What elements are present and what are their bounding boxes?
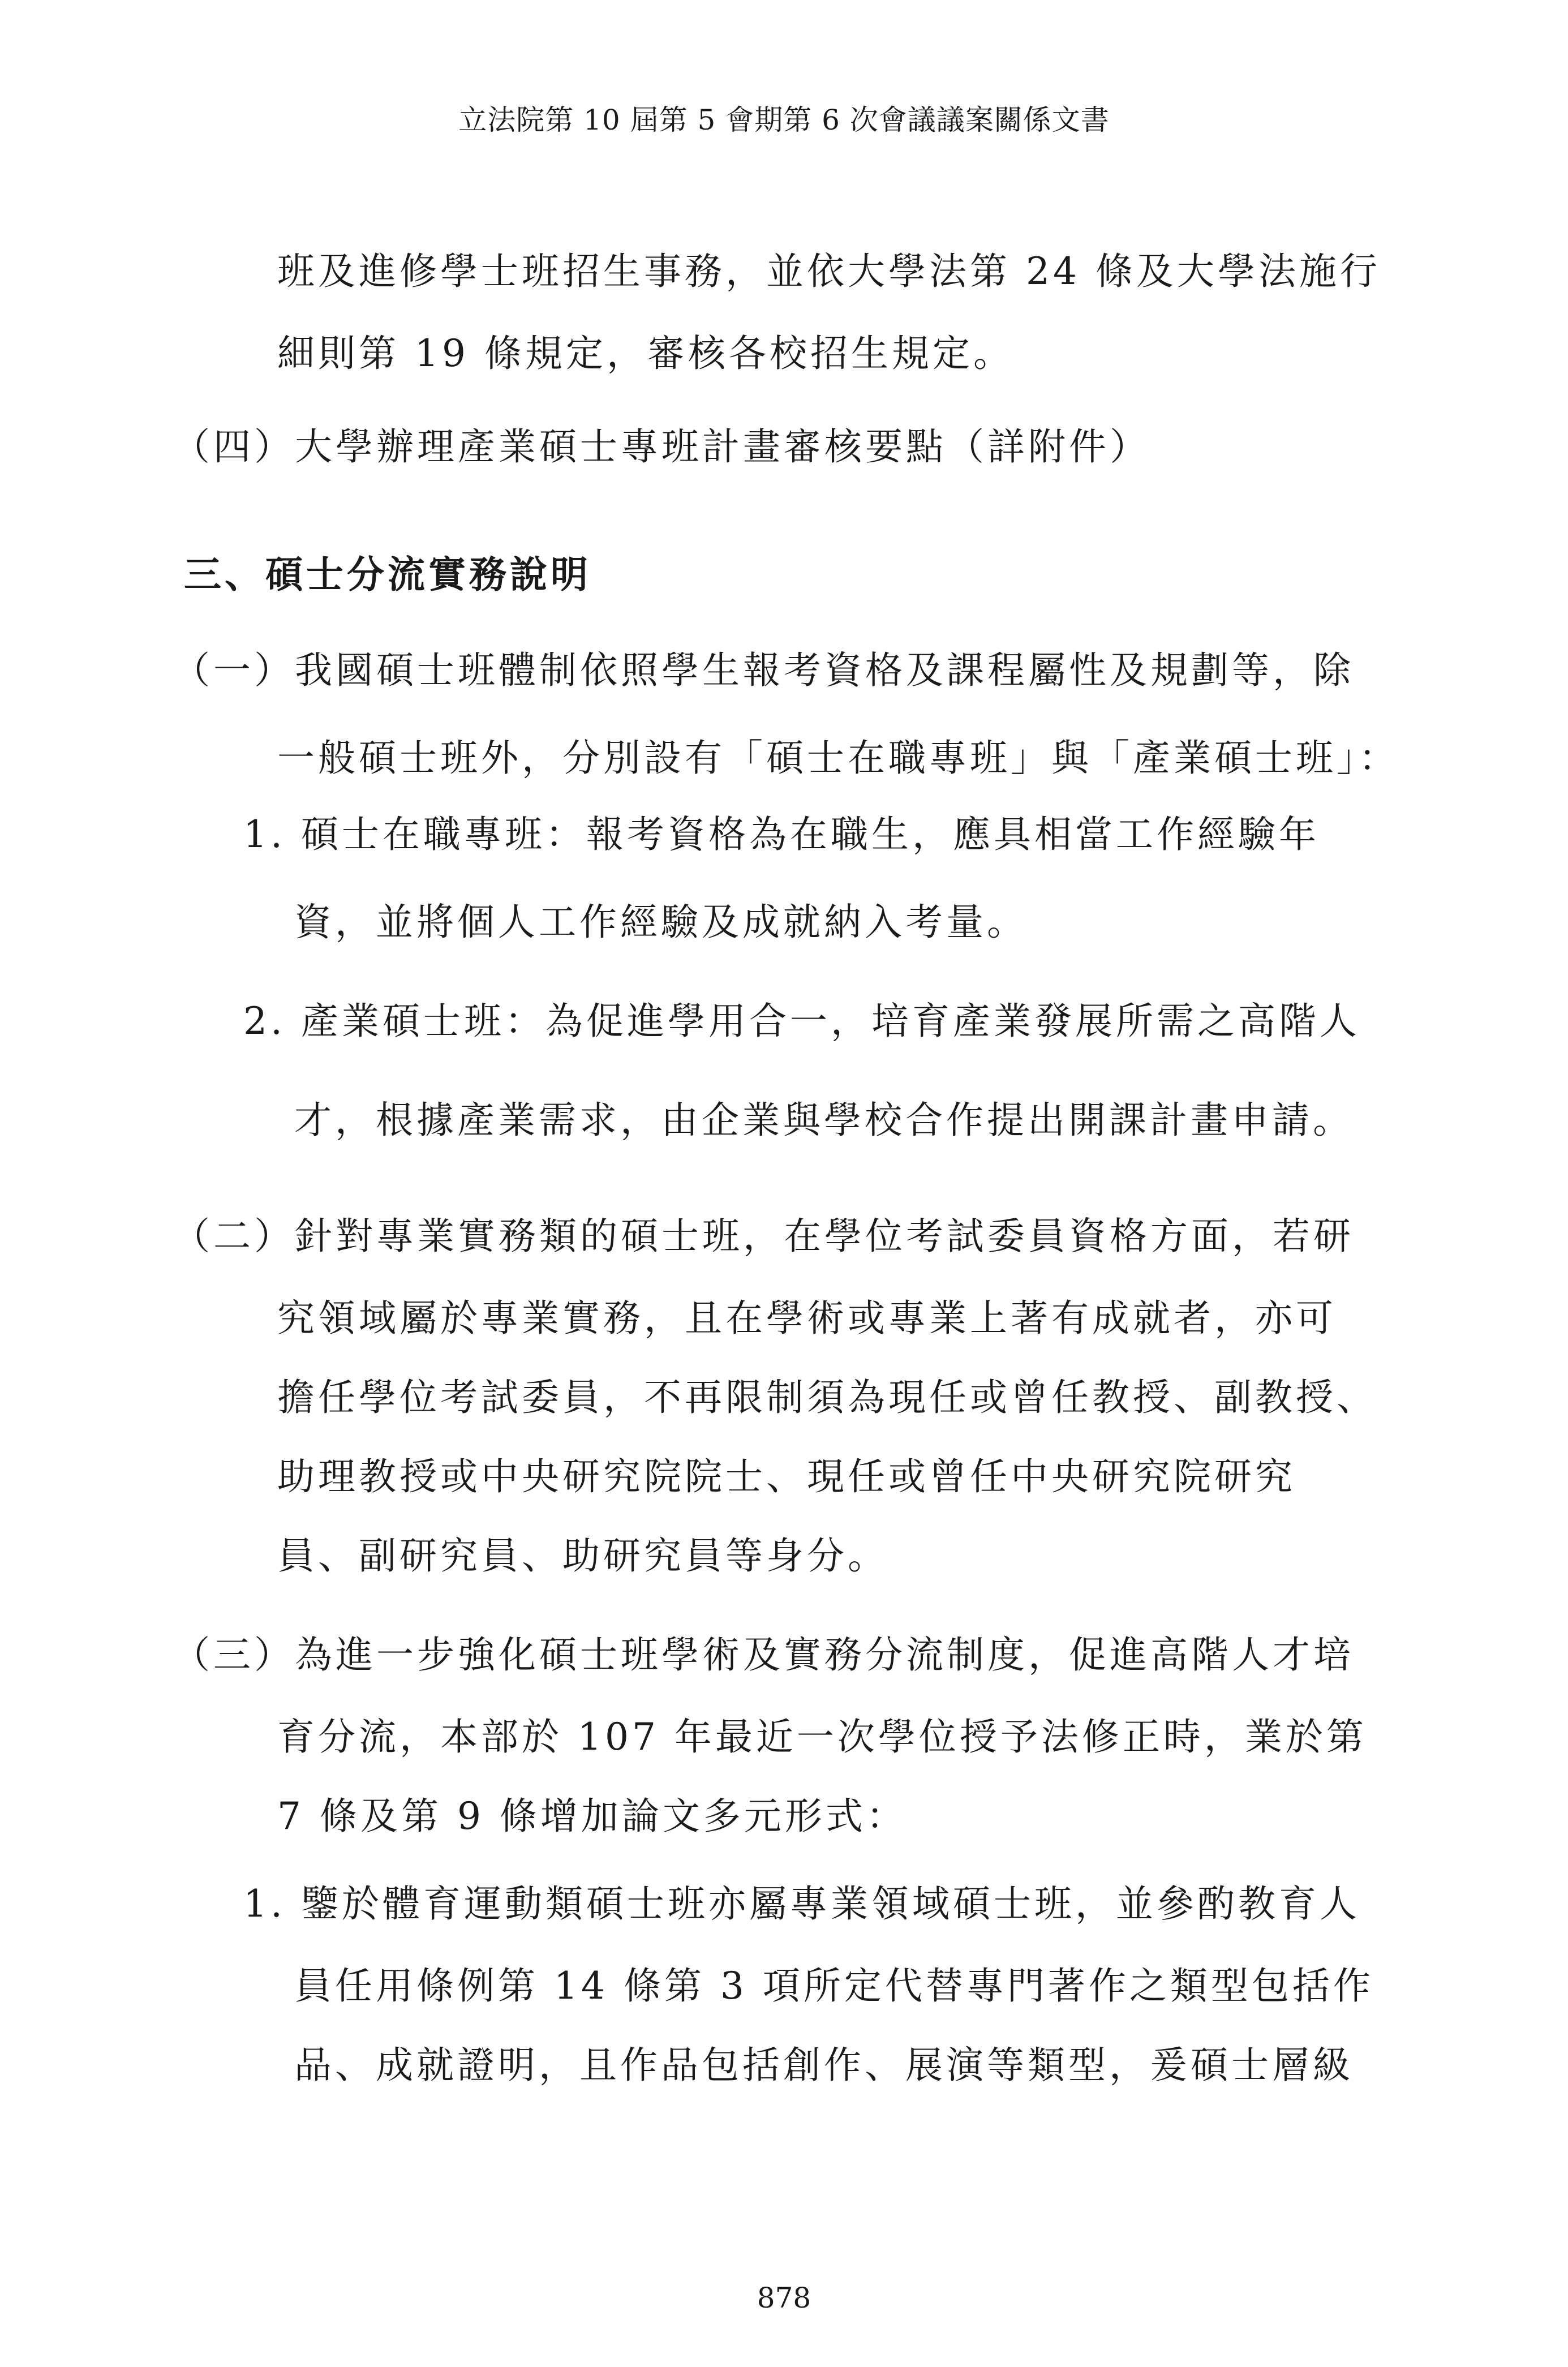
page-number: 878 [757,2282,811,2314]
body-line: 才，根據產業需求，由企業與學校合作提出開課計畫申請。 [294,1098,1354,1142]
body-line: 細則第 19 條規定，審核各校招生規定。 [277,332,1014,375]
sub-item-2: 2. 產業碩士班：為促進學用合一，培育產業發展所需之高階人 [243,999,1360,1043]
body-line: 育分流，本部於 107 年最近一次學位授予法修正時，業於第 [277,1715,1367,1759]
body-line: 資，並將個人工作經驗及成就納入考量。 [294,900,1028,944]
sub-item-1: 1. 碩士在職專班：報考資格為在職生，應具相當工作經驗年 [243,813,1320,856]
body-line: 員、副研究員、助研究員等身分。 [277,1534,888,1578]
body-line: 擔任學位考試委員，不再限制須為現任或曾任教授、副教授、 [277,1376,1377,1419]
body-line: 品、成就證明，且作品包括創作、展演等類型，爰碩士層級 [294,2043,1354,2087]
page-header: 立法院第 10 屆第 5 會期第 6 次會議議案關係文書 [458,104,1110,136]
body-line: 助理教授或中央研究院院士、現任或曾任中央研究院研究 [277,1455,1296,1498]
body-line: 班及進修學士班招生事務，並依大學法第 24 條及大學法施行 [277,250,1381,293]
section-item-3: （三）為進一步強化碩士班學術及實務分流制度，促進高階人才培 [173,1633,1354,1677]
section-item-1: （一）我國碩士班體制依照學生報考資格及課程屬性及規劃等，除 [173,648,1354,692]
section-heading: 三、碩士分流實務說明 [184,552,591,596]
body-line: 員任用條例第 14 條第 3 項所定代替專門著作之類型包括作 [294,1964,1374,2008]
section-item-4: （四）大學辦理產業碩士專班計畫審核要點（詳附件） [173,425,1150,469]
body-line: 一般碩士班外，分別設有「碩士在職專班」與「產業碩士班」： [277,736,1399,780]
sub-item-1: 1. 鑒於體育運動類碩士班亦屬專業領域碩士班，並參酌教育人 [243,1882,1360,1926]
section-item-2: （二）針對專業實務類的碩士班，在學位考試委員資格方面，若研 [173,1214,1354,1258]
body-line: 究領域屬於專業實務，且在學術或專業上著有成就者，亦可 [277,1296,1337,1340]
body-line: 7 條及第 9 條增加論文多元形式： [277,1794,907,1838]
